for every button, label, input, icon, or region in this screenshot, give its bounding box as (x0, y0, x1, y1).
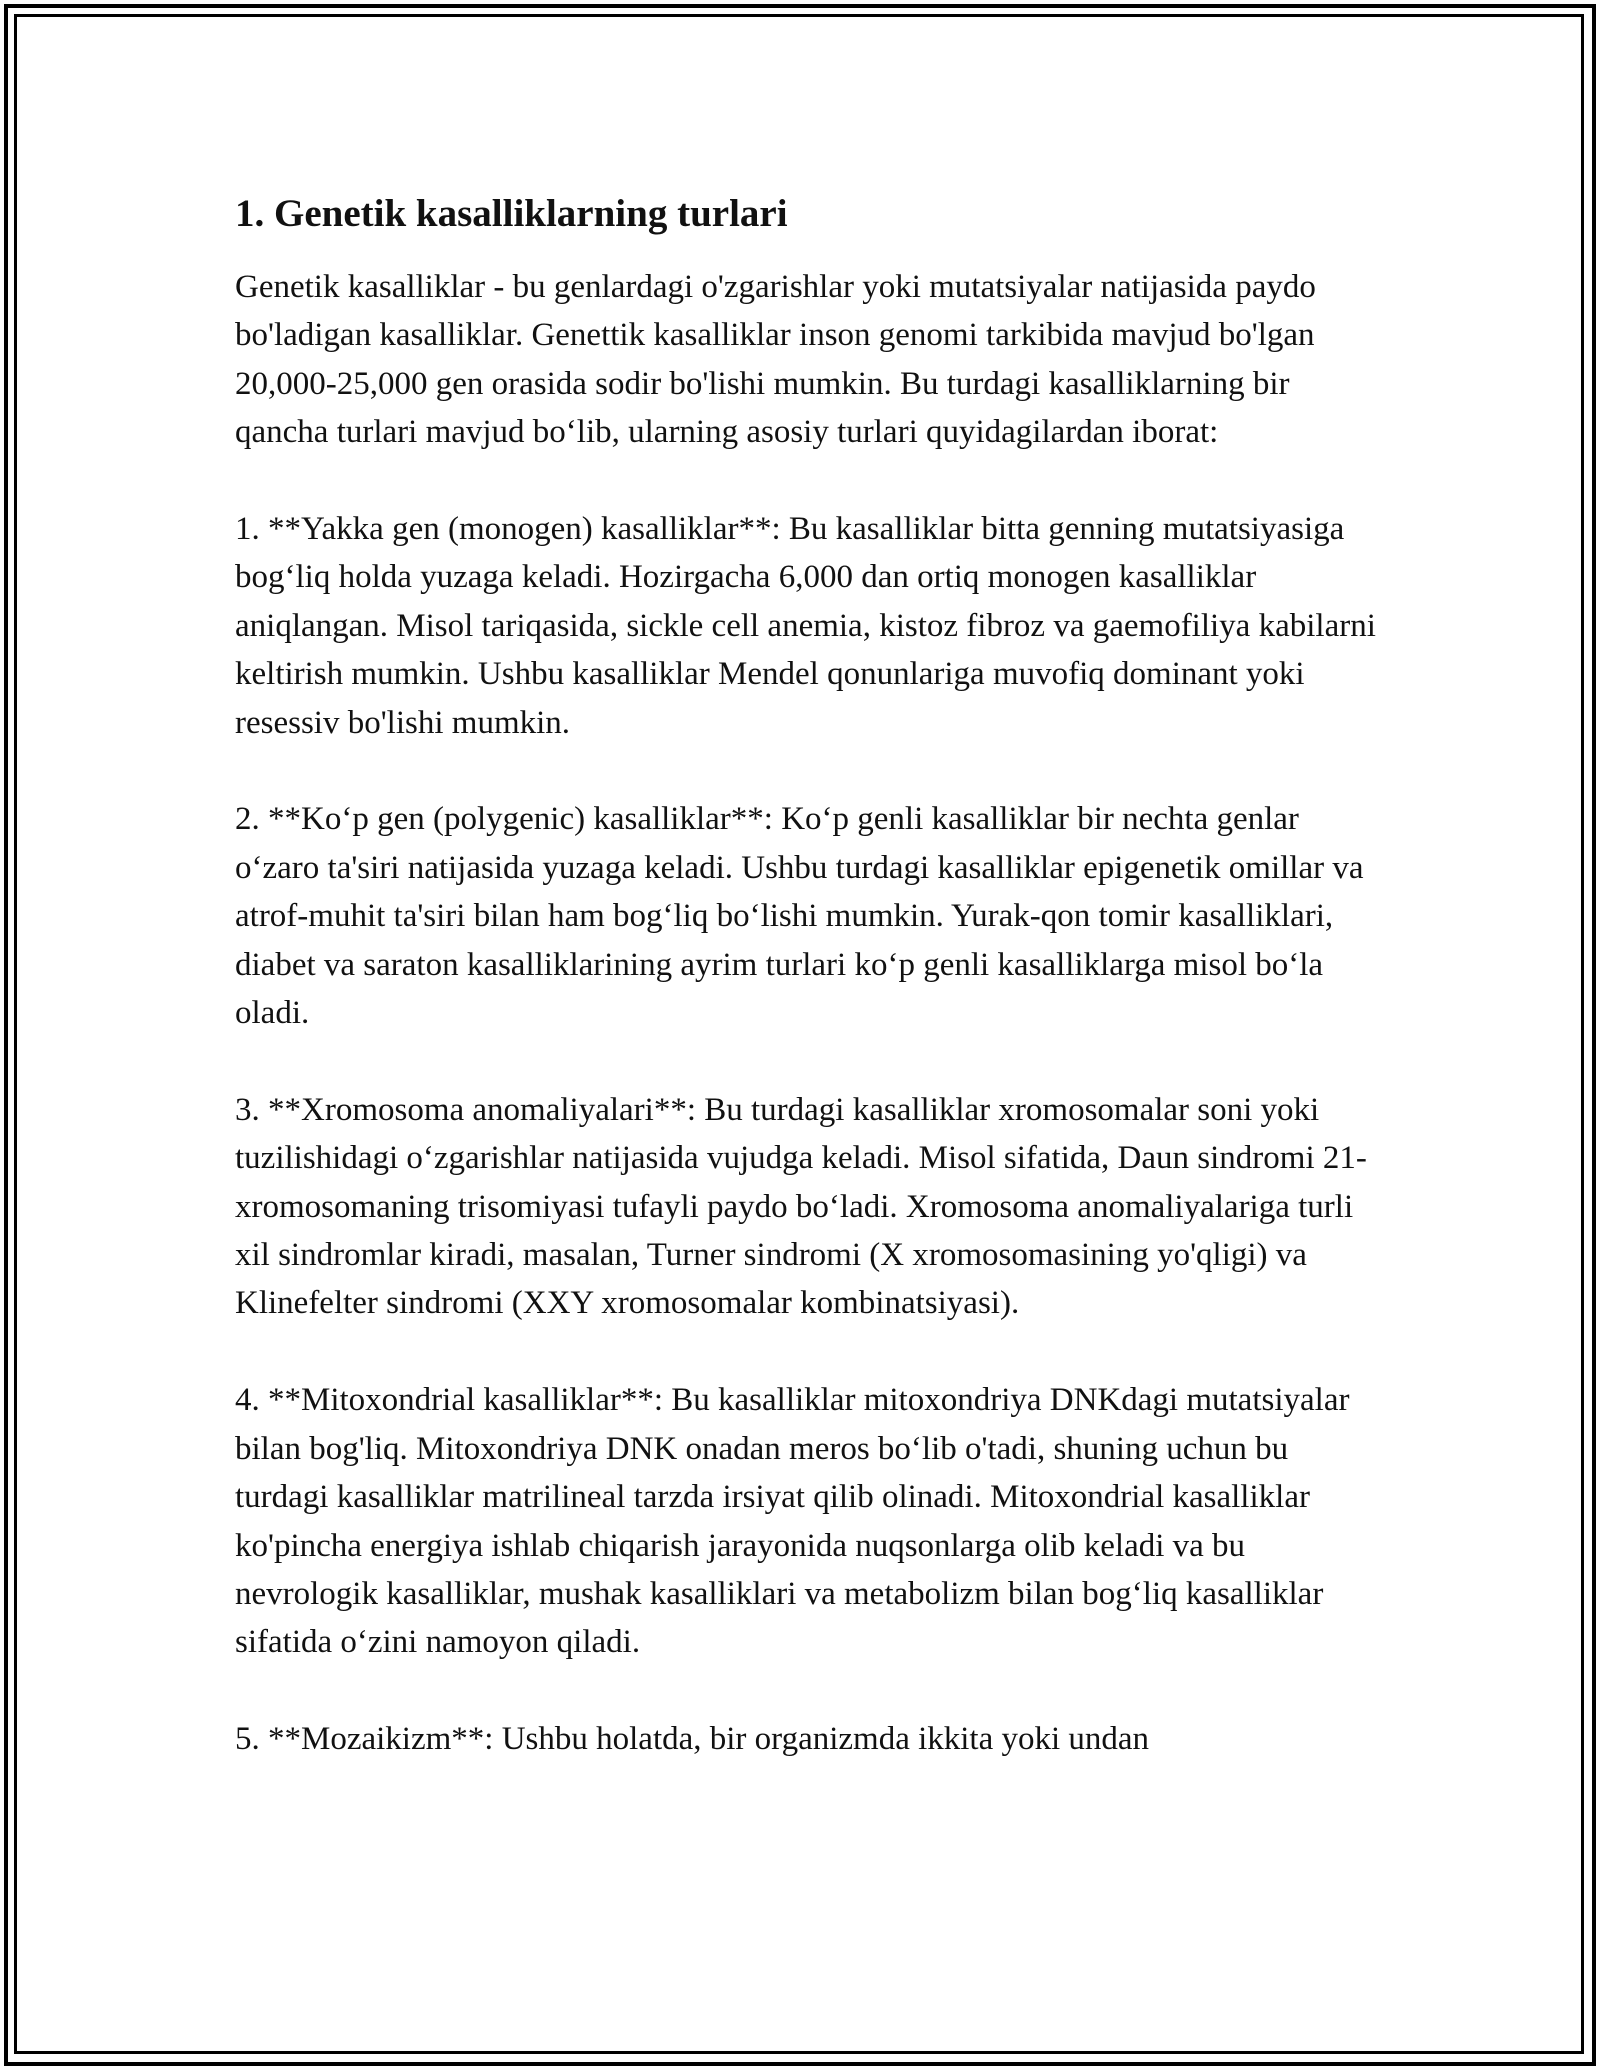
intro-paragraph: Genetik kasalliklar - bu genlardagi o'zgarishlar yoki mutatsiyalar natijasida paydo bo'ladigan kasalliklar. Genettik kasalliklar inson genomi tarkibida mavjud bo'lgan 20,000-25,000 gen orasida sodir bo'lishi mumkin. Bu turdagi kasalliklarning bir qancha turlari mavjud bo‘lib, ularning asosiy turlari quyidagilardan iborat: (235, 269, 1316, 451)
paragraph-chromosome: 3. **Xromosoma anomaliyalari**: Bu turdagi kasalliklar xromosomalar soni yoki tuzilishidagi o‘zgarishlar natijasida vujudga keladi. Misol sifatida, Daun sindromi 21-xromosomaning trisomiyasi tufayli paydo bo‘ladi. Xromosoma anomaliyalariga turli xil sindromlar kiradi, masalan, Turner sindromi (X xromosomasining yo'qligi) va Klinefelter sindromi (XXY xromosomalar kombinatsiyasi). (235, 1091, 1367, 1322)
section-title: 1. Genetik kasalliklarning turlari (235, 192, 788, 235)
paragraph-monogen: 1. **Yakka gen (monogen) kasalliklar**: Bu kasalliklar bitta genning mutatsiyasiga bog‘liq holda yuzaga keladi. Hozirgacha 6,000 dan ortiq monogen kasalliklar aniqlangan. Misol tariqasida, sickle cell anemia, kistoz fibroz va gaemofiliya kabilarni keltirish mumkin. Ushbu kasalliklar Mendel qonunlariga muvofiq dominant yoki resessiv bo'lishi mumkin. (235, 511, 1376, 741)
paragraph-mitochondrial: 4. **Mitoxondrial kasalliklar**: Bu kasalliklar mitoxondriya DNKdagi mutatsiyalar bilan bog'liq. Mitoxondriya DNK onadan meros bo‘lib o'tadi, shuning uchun bu turdagi kasalliklar matrilineal tarzda irsiyat qilib olinadi. Mitoxondrial kasalliklar ko'pincha energiya ishlab chiqarish jarayonida nuqsonlarga olib keladi va bu nevrologik kasalliklar, mushak kasalliklari va metabolizm bilan bog‘liq kasalliklar sifatida o‘zini namoyon qiladi. (235, 1382, 1350, 1661)
paragraph-mosaicism: 5. **Mozaikizm**: Ushbu holatda, bir organizmda ikkita yoki undan (235, 1721, 1150, 1758)
paragraph-polygenic: 2. **Ko‘p gen (polygenic) kasalliklar**: Ko‘p genli kasalliklar bir nechta genlar o‘zaro ta'siri natijasida yuzaga keladi. Ushbu turdagi kasalliklar epigenetik omillar va atrof-muhit ta'siri bilan ham bog‘liq bo‘lishi mumkin. Yurak-qon tomir kasalliklari, diabet va saraton kasalliklarining ayrim turlari ko‘p genli kasalliklarga misol bo‘la oladi. (235, 801, 1364, 1032)
document-body (235, 185, 1385, 1764)
